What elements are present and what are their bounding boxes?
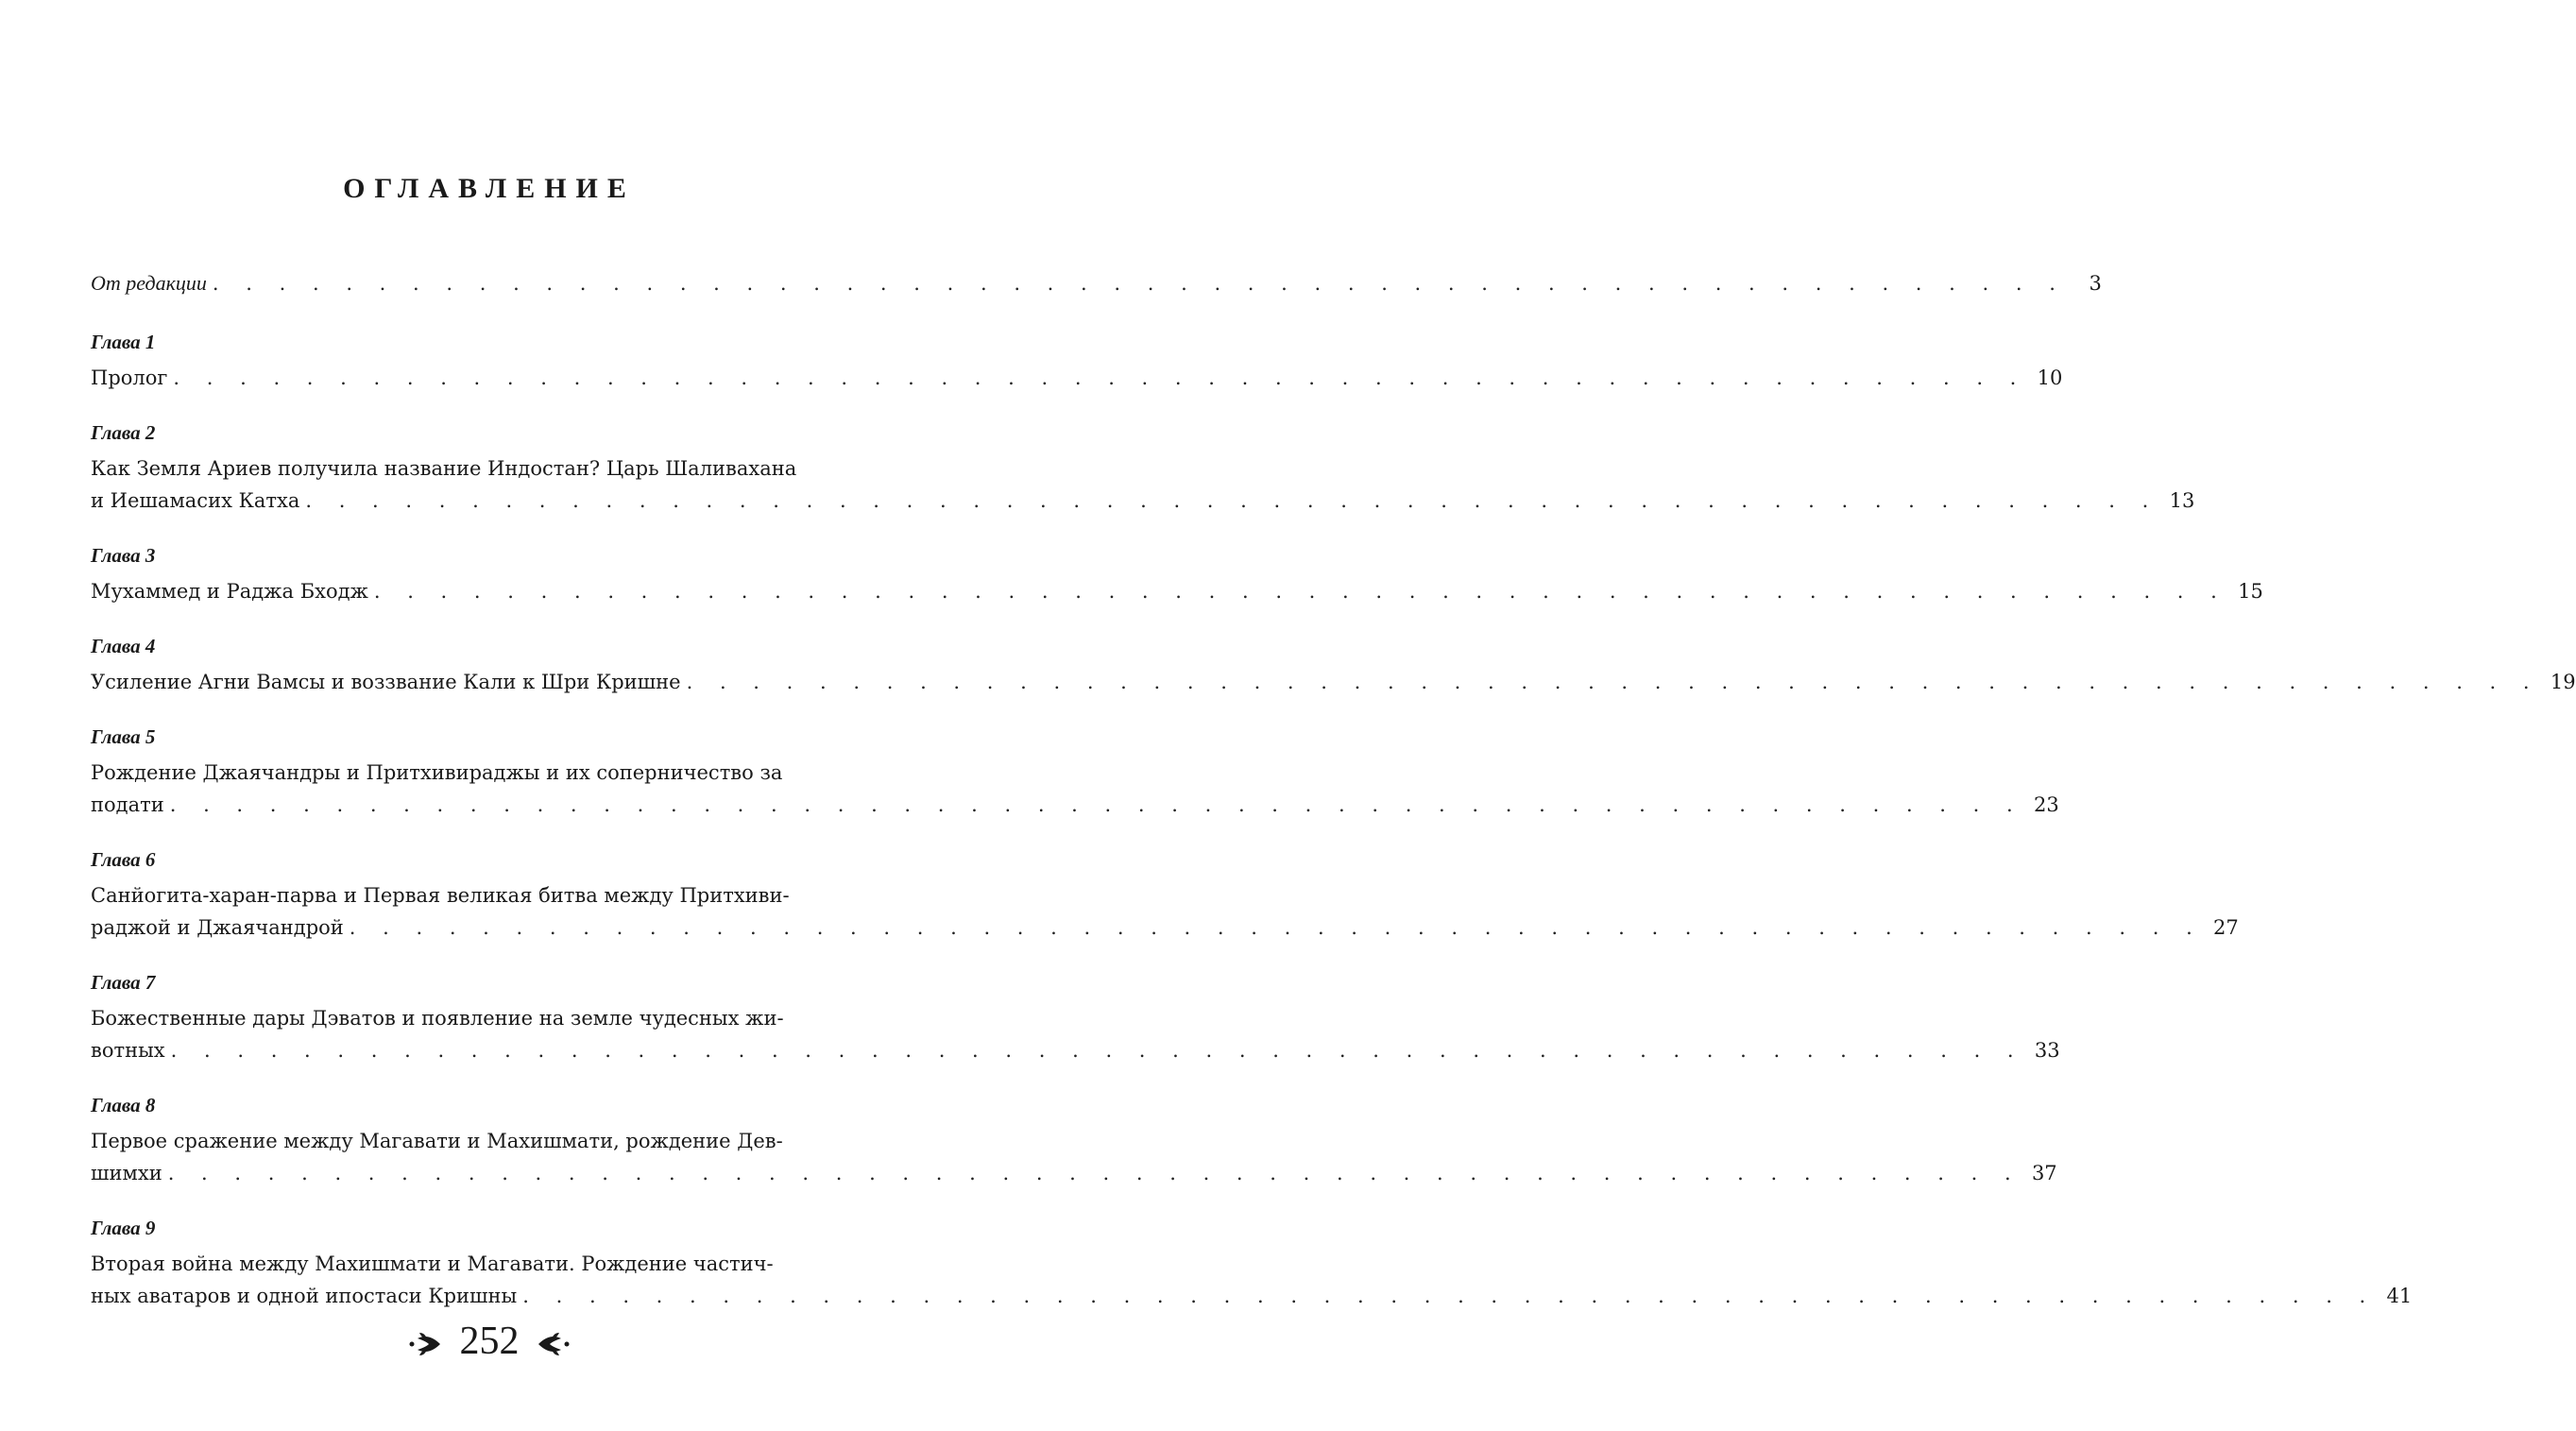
toc-chapter-9[interactable] (91, 1214, 2413, 1312)
dot-leader: . . . . . . . . . . . . . . . . . . . . . . . . . . . . . . . . . . . . . . . . . . . . . . . . . . . . . . . . (686, 671, 2540, 693)
toc-entry-page: 37 (2031, 1162, 2057, 1184)
dot-leader: . . . . . . . . . . . . . . . . . . . . . . . . . . . . . . . . . . . . . . . . . . . . . . . . . . . . . . . . (349, 916, 2203, 939)
toc-entry-label: Пролог (91, 366, 168, 389)
toc-entry-label: подати (91, 793, 164, 816)
toc-entry-line (91, 1034, 2060, 1066)
toc-chapter-6[interactable] (91, 845, 2239, 944)
toc-entry-wrap-line: Божественные дары Дэватов и появление на земле чудесных жи- (91, 1007, 784, 1030)
chapter-heading: Глава 7 (91, 971, 156, 994)
toc-entry-label: От редакции (91, 271, 207, 295)
toc-entry-line (91, 666, 2576, 698)
dot-leader: . . . . . . . . . . . . . . . . . . . . . . . . . . . . . . . . . . . . . . . . . . . . . . . . . . . . . . . . (212, 272, 2066, 295)
chapter-heading: Глава 6 (91, 848, 156, 871)
dot-leader: . . . . . . . . . . . . . . . . . . . . . . . . . . . . . . . . . . . . . . . . . . . . . . . . . . . . . . . . (169, 793, 2023, 816)
toc-entry-label: ных аватаров и одной ипостаси Кришны (91, 1285, 518, 1307)
toc-entry-page: 10 (2037, 366, 2063, 389)
toc-chapter-3[interactable] (91, 541, 2263, 607)
toc-entry-foreword[interactable] (91, 267, 2102, 299)
toc-entry-wrap-line: Рождение Джаячандры и Притхивираджы и их соперничество за (91, 761, 783, 784)
page-footer (0, 1319, 979, 1364)
right-ornament-icon (535, 1325, 572, 1363)
chapter-heading: Глава 8 (91, 1094, 156, 1116)
toc-chapter-5[interactable] (91, 723, 2059, 821)
toc-entry-line (91, 1280, 2413, 1312)
toc-chapter-7[interactable] (91, 968, 2060, 1066)
toc-entry-line (91, 911, 2239, 944)
toc-entry-wrap-line: Первое сражение между Магавати и Махишмати, рождение Дев- (91, 1130, 783, 1152)
toc-entry-line (91, 1157, 2057, 1189)
toc-entry-label: Усиление Агни Вамсы и воззвание Кали к Шри Кришне (91, 671, 681, 693)
chapter-heading: Глава 4 (91, 635, 156, 657)
toc-chapter-2[interactable] (91, 418, 2195, 517)
dot-leader: . . . . . . . . . . . . . . . . . . . . . . . . . . . . . . . . . . . . . . . . . . . . . . . . . . . . . . . . (522, 1285, 2377, 1307)
dot-leader: . . . . . . . . . . . . . . . . . . . . . . . . . . . . . . . . . . . . . . . . . . . . . . . . . . . . . . . . (167, 1162, 2022, 1184)
toc-entry-label: Мухаммед и Раджа Бходж (91, 580, 368, 603)
chapter-heading: Глава 1 (91, 331, 156, 353)
toc-entry-line (91, 575, 2263, 607)
toc-entry-label: и Иешамасих Катха (91, 489, 300, 512)
chapter-heading: Глава 2 (91, 421, 156, 444)
chapter-heading: Глава 3 (91, 544, 156, 567)
dot-leader: . . . . . . . . . . . . . . . . . . . . . . . . . . . . . . . . . . . . . . . . . . . . . . . . . . . . . . . . (170, 1039, 2024, 1062)
toc-entry-label: раджой и Джаячандрой (91, 916, 344, 939)
toc-entry-wrap-line: Как Земля Ариев получила название Индостан? Царь Шаливахана (91, 457, 797, 480)
toc-entry-label: вотных (91, 1039, 165, 1062)
toc-chapter-4[interactable] (91, 632, 2576, 698)
chapter-heading: Глава 9 (91, 1217, 156, 1239)
toc-entry-page: 41 (2386, 1285, 2413, 1307)
toc-entry-line (91, 485, 2195, 517)
toc-entry-page: 19 (2550, 671, 2576, 693)
toc-entry-wrap-line: Санйогита-харан-парва и Первая великая битва между Притхиви- (91, 884, 790, 907)
dot-leader: . . . . . . . . . . . . . . . . . . . . . . . . . . . . . . . . . . . . . . . . . . . . . . . . . . . . . . . . (373, 580, 2227, 603)
toc-entry-line (91, 362, 2063, 394)
toc-entry-label: шимхи (91, 1162, 162, 1184)
table-of-contents (91, 267, 2576, 1312)
page-title: ОГЛАВЛЕНИЕ (343, 173, 636, 204)
toc-chapter-8[interactable] (91, 1091, 2057, 1189)
chapter-heading: Глава 5 (91, 725, 156, 748)
toc-entry-page: 23 (2033, 793, 2059, 816)
dot-leader: . . . . . . . . . . . . . . . . . . . . . . . . . . . . . . . . . . . . . . . . . . . . . . . . . . . . . . . . (173, 366, 2027, 389)
toc-entry-page: 3 (2089, 272, 2102, 295)
toc-entry-page: 13 (2169, 489, 2195, 512)
page-number: 252 (459, 1320, 520, 1363)
toc-entry-page: 27 (2213, 916, 2239, 939)
toc-entry-wrap-line: Вторая война между Махишмати и Магавати. Рождение частич- (91, 1252, 774, 1275)
left-ornament-icon (406, 1325, 444, 1363)
dot-leader: . . . . . . . . . . . . . . . . . . . . . . . . . . . . . . . . . . . . . . . . . . . . . . . . . . . . . . . . (305, 489, 2159, 512)
toc-chapter-1[interactable] (91, 328, 2063, 394)
toc-entry-line (91, 789, 2059, 821)
toc-entry-page: 15 (2238, 580, 2263, 603)
toc-entry-page: 33 (2034, 1039, 2060, 1062)
